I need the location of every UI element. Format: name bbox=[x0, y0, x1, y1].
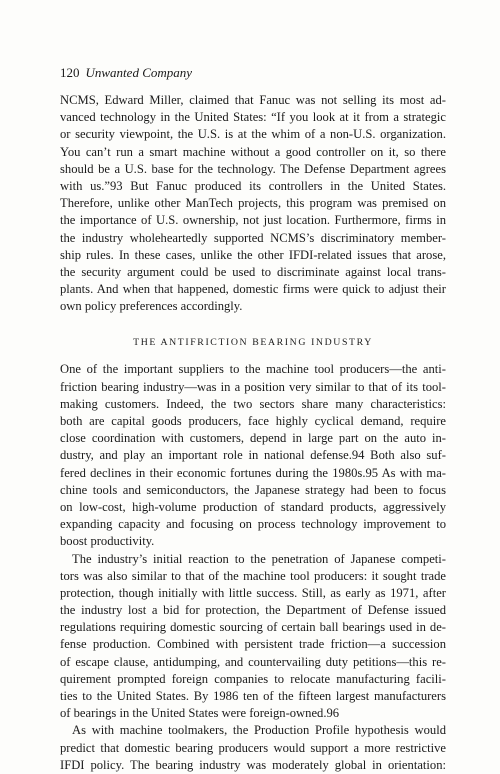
text-line: quirement prompted foreign companies to relocate manufacturing facili- bbox=[60, 671, 446, 686]
text-line: tors was also similar to that of the machine tool producers: it sought trade bbox=[60, 568, 446, 583]
text-line: the industry lost a bid for protection, the Department of Defense issued bbox=[60, 603, 446, 618]
text-line: Therefore, unlike other ManTech projects, this program was premised on bbox=[60, 196, 446, 211]
text-line: of bearings in the United States were foreign-owned.96 bbox=[60, 706, 340, 721]
text-line: own policy preferences accordingly. bbox=[60, 299, 243, 314]
text-line: NCMS, Edward Miller, claimed that Fanuc was not selling its most ad- bbox=[60, 93, 446, 107]
text-line: on low-cost, high-volume production of standard products, aggressively bbox=[60, 499, 446, 514]
text-line: close coordination with customers, depend in large part on the auto in- bbox=[60, 431, 446, 446]
paragraph-4 bbox=[60, 722, 446, 774]
text-line: with us.”93 But Fanuc produced its controllers in the United States. bbox=[60, 178, 446, 193]
text-line: The industry’s initial reaction to the penetration of Japanese competi- bbox=[72, 551, 446, 566]
text-line: both are capital goods producers, face highly cyclical demand, require bbox=[60, 414, 446, 428]
text-line: making customers. Indeed, the two sectors share many characteristics: bbox=[60, 396, 446, 411]
text-line: ship rules. In these cases, unlike the other IFDI-related issues that arose, bbox=[60, 247, 446, 262]
text-line: IFDI policy. The bearing industry was moderately global in orientation: bbox=[60, 757, 446, 772]
text-line: As with machine toolmakers, the Production Profile hypothesis would bbox=[72, 723, 446, 738]
running-head bbox=[60, 65, 192, 81]
text-line: regulations requiring domestic sourcing of certain ball bearings used in de- bbox=[60, 620, 446, 635]
text-line: You can’t run a smart machine without a good controller on it, so there bbox=[60, 144, 446, 159]
text-line: fense production. Combined with persistent trade friction—a succession bbox=[60, 637, 446, 652]
paragraph-2 bbox=[60, 361, 446, 550]
text-line: protection, though initially with little success. Still, as early as 1971, after bbox=[60, 585, 446, 600]
text-line: plants. And when that happened, domestic firms were quick to adjust their bbox=[60, 282, 446, 297]
text-line: dustry, and play an important role in national defense.94 Both also suf- bbox=[60, 448, 446, 463]
paragraph-1 bbox=[60, 92, 446, 315]
book-title: Unwanted Company bbox=[85, 65, 193, 80]
paragraph-3 bbox=[60, 551, 446, 723]
text-line: or security viewpoint, the U.S. is at the whim of a non-U.S. organization. bbox=[60, 127, 446, 142]
text-line: the importance of U.S. ownership, not just location. Furthermore, firms in bbox=[60, 213, 446, 228]
text-line: boost productivity. bbox=[60, 534, 155, 549]
page-number: 120 bbox=[60, 65, 80, 80]
section-heading: THE ANTIFRICTION BEARING INDUSTRY bbox=[133, 337, 373, 349]
text-line: One of the important suppliers to the machine tool producers—the anti- bbox=[60, 362, 446, 377]
text-line: expanding capacity and focusing on process technology improvement to bbox=[60, 517, 446, 532]
text-line: vanced technology in the United States: “If you look at it from a strategic bbox=[60, 110, 446, 125]
text-line: the industry wholeheartedly supported NCMS’s discriminatory member- bbox=[60, 230, 446, 245]
text-line: should be a U.S. base for the technology. The Defense Department agrees bbox=[60, 161, 446, 176]
text-line: predict that domestic bearing producers would support a more restrictive bbox=[60, 740, 446, 755]
text-line: friction bearing industry—was in a position very similar to that of its tool- bbox=[60, 379, 446, 394]
text-line: ties to the United States. By 1986 ten of the fifteen largest manufacturers bbox=[60, 689, 446, 703]
body-text bbox=[60, 92, 446, 774]
text-line: the security argument could be used to discriminate against local trans- bbox=[60, 264, 446, 279]
text-line: of escape clause, antidumping, and countervailing duty petitions—this re- bbox=[60, 654, 446, 669]
text-line: fered declines in their economic fortunes during the 1980s.95 As with ma- bbox=[60, 465, 446, 480]
text-line: chine tools and semiconductors, the Japanese strategy had been to focus bbox=[60, 482, 446, 497]
